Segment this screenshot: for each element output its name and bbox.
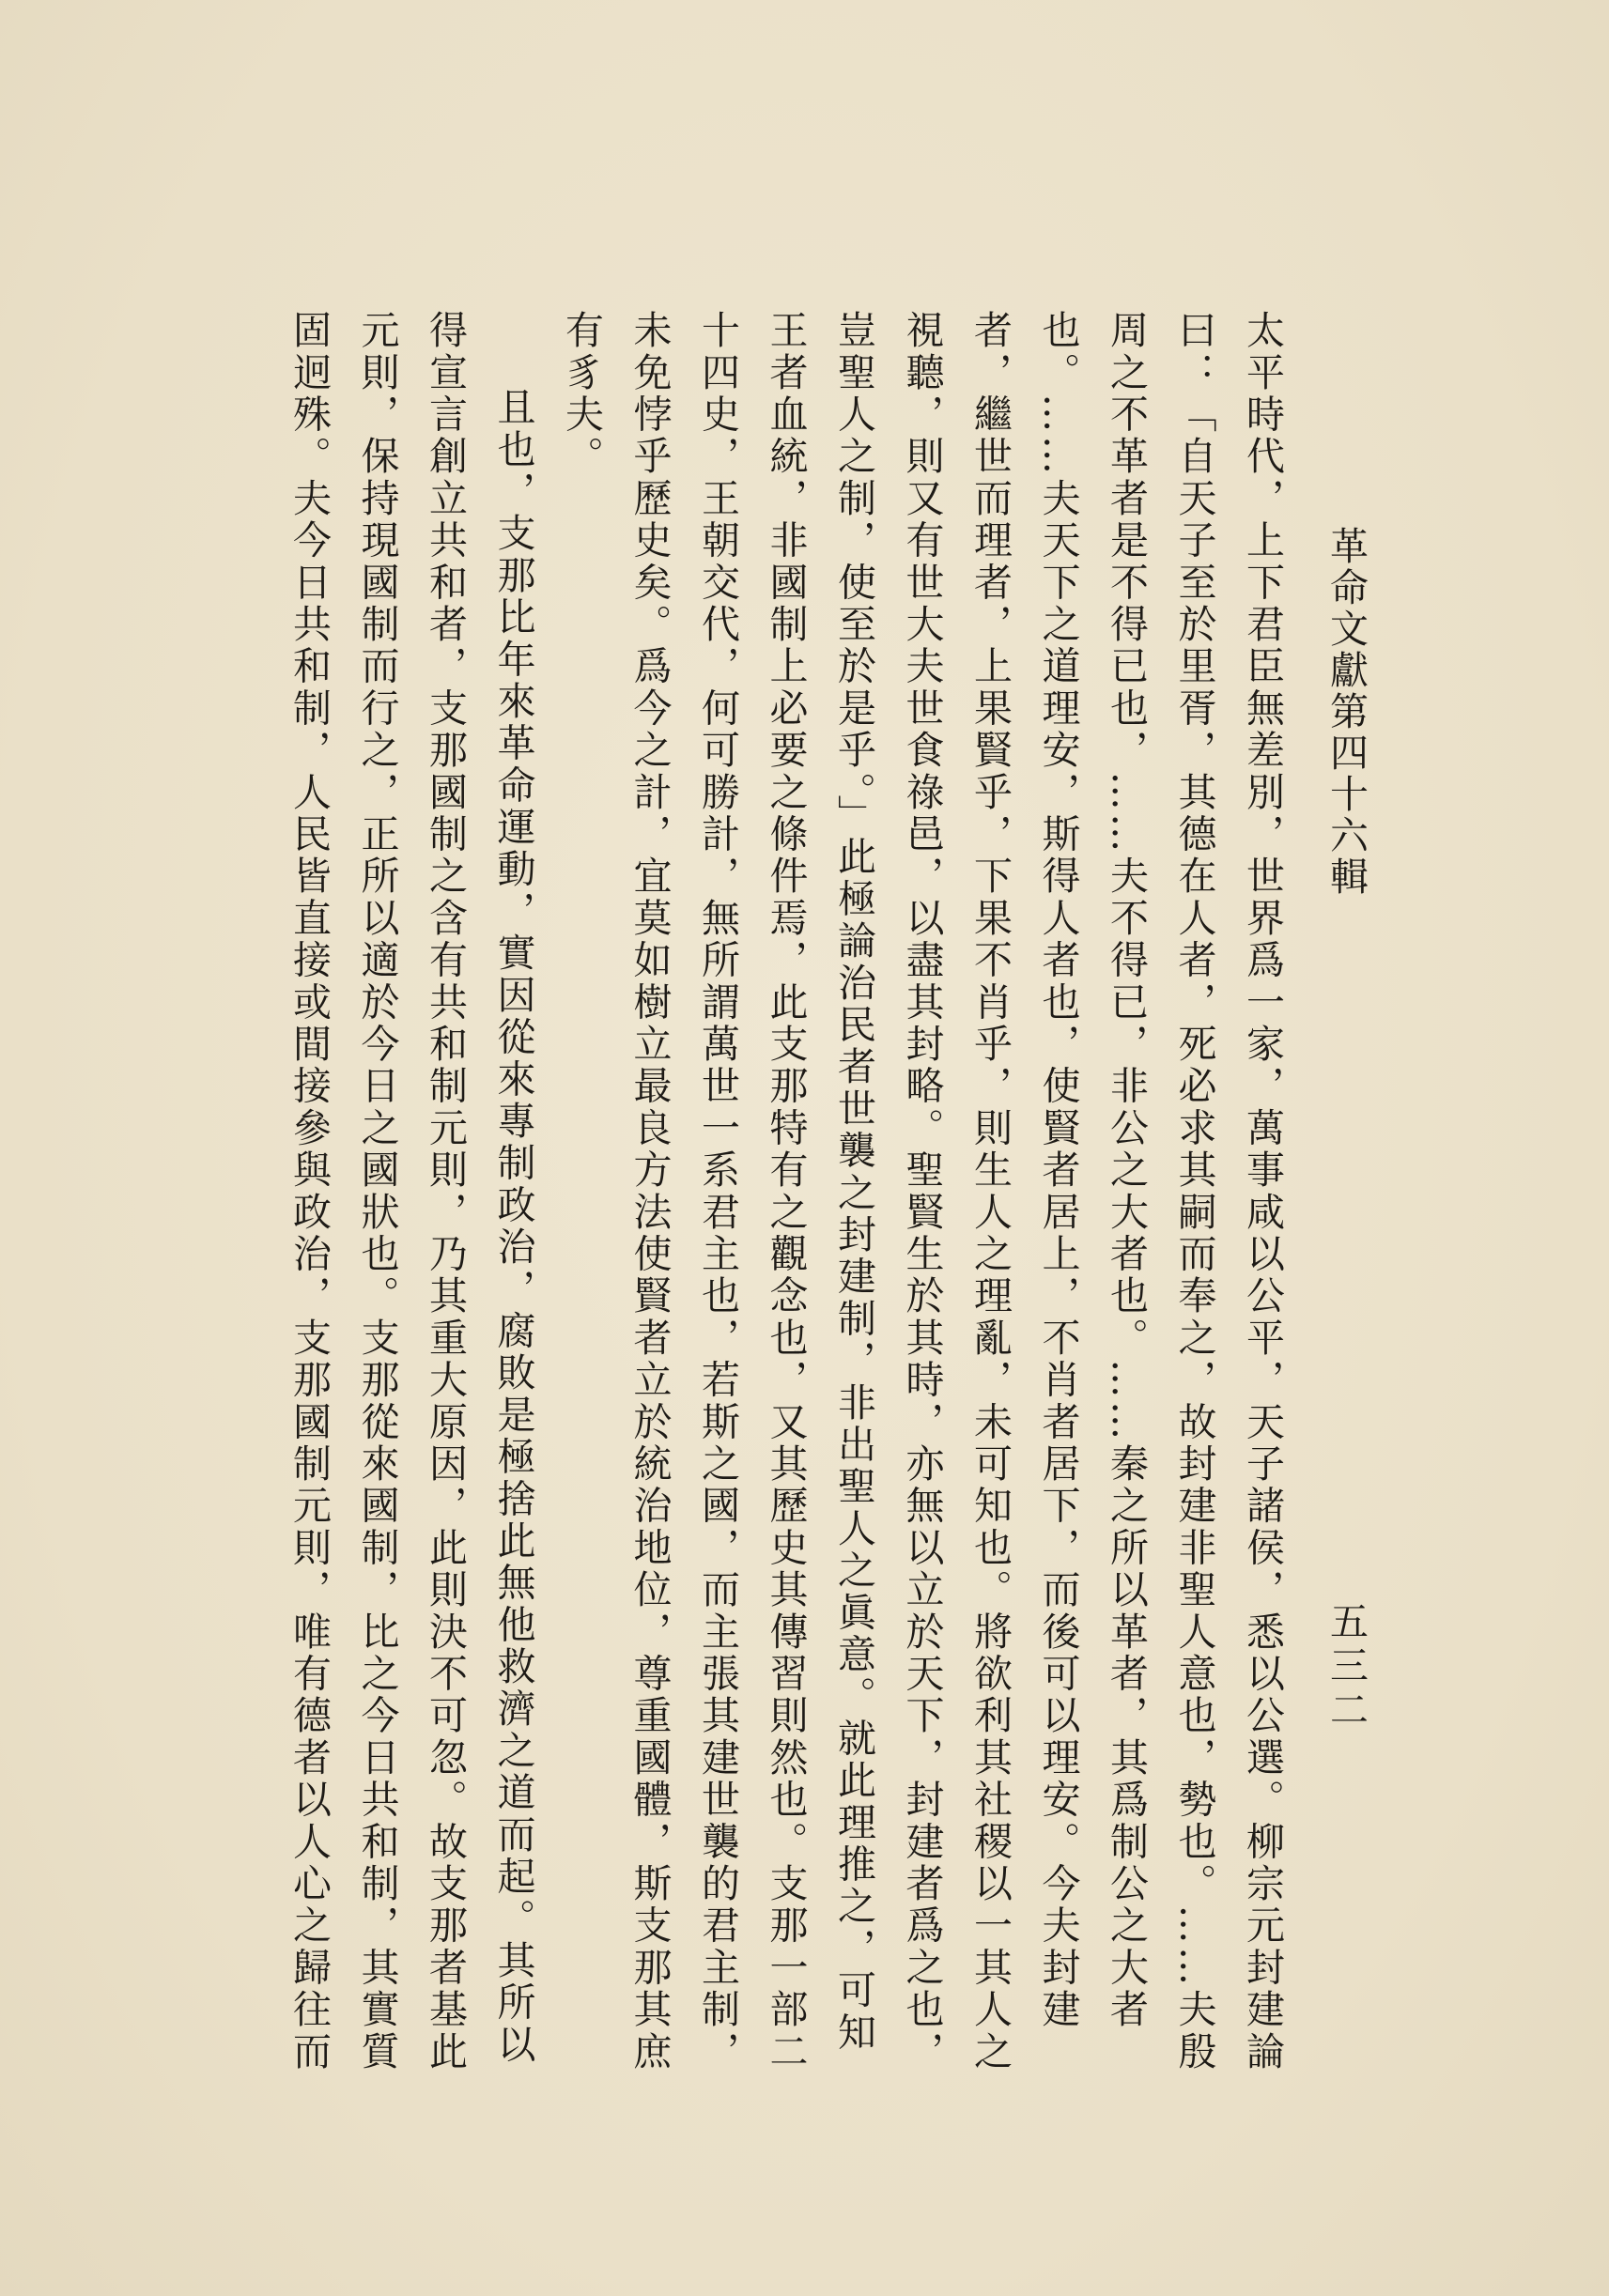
running-header-title: 革命文獻第四十六輯 — [1323, 526, 1369, 898]
body-text — [188, 310, 1296, 2094]
paragraph: 太平時代，上下君臣無差別，世界爲一家，萬事咸以公平，天子諸侯，悉以公選。柳宗元封建論曰：「自天子至於里胥，其德在人者，死必求其嗣而奉之，故封建非聖人意也，勢也。……夫殷周之不革者是不得已也，……夫不得已，非公之大者也。……秦之所以革者，其爲制公之大者也。……夫天下之道理安，斯得人者也，使賢者居上，不肖者居下，而後可以理安。今夫封建者，繼世而理者，上果賢乎，下果不肖乎，則生人之理亂，未可知也。將欲利其社稷以一其人之視聽，則又有世大夫世食祿邑，以盡其封略。聖賢生於其時，亦無以立於天下，封建者爲之也，豈聖人之制，使至於是乎。」此極論治民者世襲之封建制，非出聖人之眞意。就此理推之，可知王者血統，非國制上必要之條件焉，此支那特有之觀念也，又其歷史其傳習則然也。支那一部二十四史，王朝交代，何可勝計，無所謂萬世一系君主也，若斯之國，而主張其建世襲的君主制，未免悖乎歷史矣。爲今之計，宜莫如樹立最良方法使賢者立於統治地位，尊重國體，斯支那其庶有豸夫。 — [559, 310, 1285, 2073]
paragraph: 且也，支那比年來革命運動，實因從來專制政治，腐敗是極捨此無他救濟之道而起。其所以得宣言創立共和者，支那國制之含有共和制元則，乃其重大原因，此則決不可忽。故支那者基此元則，保持現國制而行之，正所以適於今日之國狀也。支那從來國制，比之今日共和制，其實質固迥殊。夫今日共和制，人民皆直接或間接參與政治，支那國制元則，唯有德者以人心之歸往而 — [286, 310, 536, 2073]
page-number: 五三二 — [1323, 1601, 1369, 1734]
